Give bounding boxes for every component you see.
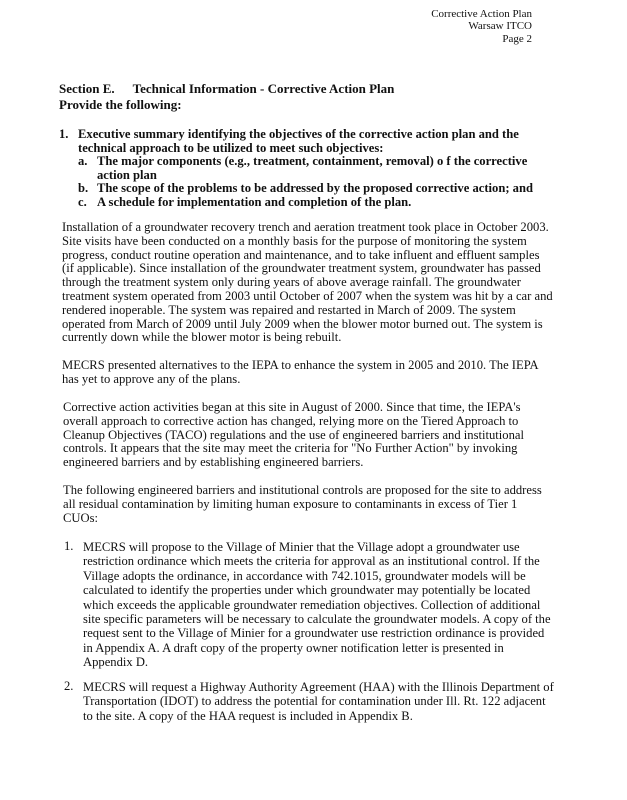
sub-item: The scope of the problems to be addressed by the proposed corrective action; and <box>97 181 533 195</box>
list-number: 1. <box>59 127 69 141</box>
sub-item: The major components (e.g., treatment, containment, removal) o f the corrective action plan <box>97 154 528 182</box>
list-number: 1. <box>64 539 74 553</box>
paragraph: MECRS presented alternatives to the IEPA to enhance the system in 2005 and 2010. The IEPA has yet to approve any of the plans. <box>62 358 539 386</box>
provide-heading: Provide the following: <box>59 97 182 112</box>
proposal-item: MECRS will propose to the Village of Minier that the Village adopt a groundwater use restriction ordinance which meets the criteria for approval as an institutional control. If the Village adopts the ordinance, in accordance with 742.1015, groundwater models will be calculated to identify the properties under which groundwater may potentially be located which exceeds the applicable groundwater remediation objectives. Collection of additional site specific parameters will be necessary to calculate the groundwater models. A copy of the request sent to the Village of Minier for a groundwater use restriction ordinance is provided in Appendix A. A draft copy of the property owner notification letter is presented in Appendix D. <box>83 540 551 670</box>
page-header: Corrective Action Plan Warsaw ITCO Page 2 <box>431 8 532 45</box>
sub-item: A schedule for implementation and completion of the plan. <box>97 195 412 209</box>
section-label: Section E. <box>59 80 115 96</box>
list-letter: c. <box>78 195 87 209</box>
paragraph: Installation of a groundwater recovery trench and aeration treatment took place in October 2003. Site visits have been conducted on a monthly basis for the purpose of monitoring the system progress, conduct routine operation and maintenance, and to take influent and effluent samples (if applicable). Since installation of the groundwater treatment system, groundwater has passed through the treatment system only during years of above average rainfall. The groundwater treatment system operated from 2003 until October of 2007 when the system was hit by a car and rendered inoperable. The system was repaired and restarted in March of 2009. The system operated from March of 2009 until July 2009 when the blower motor burned out. The system is currently down while the blower motor is being rebuilt. <box>62 220 553 345</box>
list-letter: b. <box>78 181 89 195</box>
list-number: 2. <box>64 679 74 693</box>
paragraph: Corrective action activities began at this site in August of 2000. Since that time, the IEPA's overall approach to corrective action has changed, relying more on the Tiered Approach to Cleanup Objectives (TACO) regulations and the use of engineered barriers and institutional controls. It appears that the site may meet the criteria for "No Further Action" by invoking engineered barriers and by establishing engineered barriers. <box>63 400 524 470</box>
section-title: Technical Information - Corrective Action Plan <box>132 80 395 96</box>
list-letter: a. <box>78 154 88 168</box>
requirement-text: Executive summary identifying the objectives of the corrective action plan and the technical approach to be utilized to meet such objectives: <box>78 127 519 155</box>
section-heading <box>59 68 394 96</box>
paragraph: The following engineered barriers and institutional controls are proposed for the site to address all residual contamination by limiting human exposure to contaminants in excess of Tier 1 CUOs: <box>63 483 542 525</box>
proposal-item: MECRS will request a Highway Authority Agreement (HAA) with the Illinois Department of Transportation (IDOT) to address the potential for contamination under Ill. Rt. 122 adjacent to the site. A copy of the HAA request is included in Appendix B. <box>83 680 554 723</box>
